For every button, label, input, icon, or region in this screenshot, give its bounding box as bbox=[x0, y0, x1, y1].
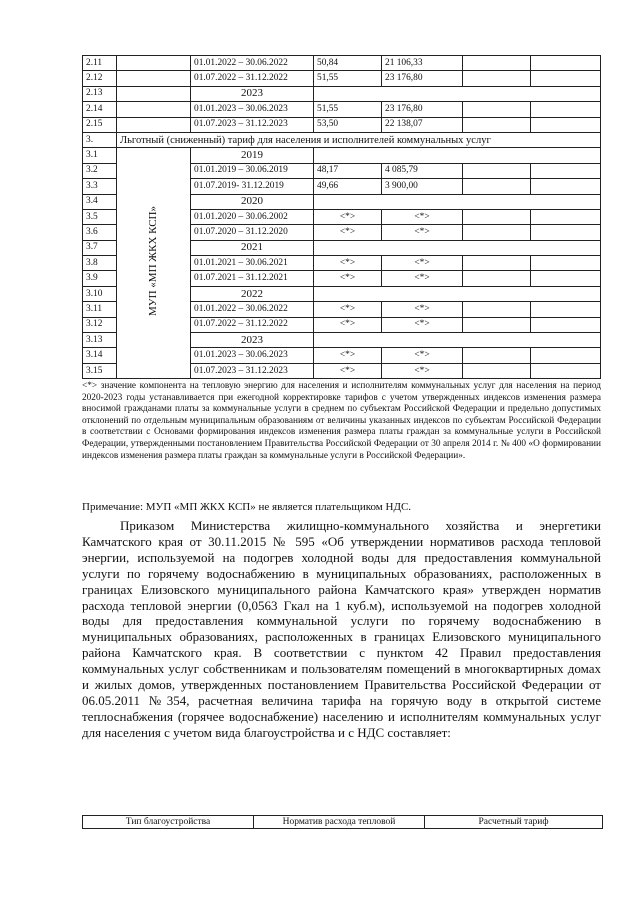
num-cell: 3.15 bbox=[83, 363, 117, 378]
c-cell: <*> bbox=[382, 302, 463, 317]
period-cell: 01.07.2022 – 31.12.2022 bbox=[191, 317, 314, 332]
cell bbox=[531, 317, 601, 332]
c-cell: <*> bbox=[314, 363, 382, 378]
year-cell: 2022 bbox=[191, 286, 314, 301]
cell bbox=[314, 148, 601, 163]
year-cell: 2023 bbox=[191, 333, 314, 348]
cell bbox=[117, 56, 191, 71]
c-cell: <*> bbox=[382, 271, 463, 286]
header-cell: Расчетный тариф bbox=[425, 816, 603, 829]
cell bbox=[531, 163, 601, 178]
cell bbox=[117, 117, 191, 132]
cell: 51,55 bbox=[314, 102, 382, 117]
c-cell: <*> bbox=[314, 225, 382, 240]
cell bbox=[531, 117, 601, 132]
cell: 50,84 bbox=[314, 56, 382, 71]
cell bbox=[463, 163, 531, 178]
cell bbox=[531, 209, 601, 224]
cell: 51,55 bbox=[314, 71, 382, 86]
cell bbox=[531, 256, 601, 271]
table-row bbox=[83, 71, 601, 86]
org-cell bbox=[117, 148, 191, 379]
num-cell: 3.13 bbox=[83, 333, 117, 348]
body-paragraph: Приказом Министерства жилищно-коммунального хозяйства и энергетики Камчатского края от 30.11.2015 № 595 «Об утверждении нормативов расхода тепловой энергии, используемой на подогрев холодной воды для предоставления коммунальной услуги по горячему водоснабжению в муниципальных образованиях, расположенных в границах Елизовского муниципального района Камчатского края» утвержден норматив расхода тепловой энергии (0,0563 Гкал на 1 куб.м), используемой на подогрев холодной воды для предоставления коммунальной услуги по горячему водоснабжению в муниципальных образованиях, расположенных в границах Елизовского муниципального района Камчатского края. В соответствии с пунктом 42 Правил предоставления коммунальных услуг собственникам и пользователям помещений в многоквартирных домах и жилых домов, утвержденных постановлением Правительства Российской Федерации от 06.05.2011 №354, расчетная величина тарифа на горячую воду в открытой системе теплоснабжения (горячее водоснабжение) населению и исполнителям коммунальных услуг для населения с учетом вида благоустройства и с НДС составляет: bbox=[82, 518, 601, 740]
num-cell: 3.4 bbox=[83, 194, 117, 209]
period-cell: 01.07.2022 – 31.12.2022 bbox=[191, 71, 314, 86]
table-row bbox=[83, 56, 601, 71]
cell bbox=[463, 102, 531, 117]
num-cell: 3.12 bbox=[83, 317, 117, 332]
c-cell: <*> bbox=[382, 317, 463, 332]
table-row bbox=[83, 148, 601, 163]
cell bbox=[314, 333, 601, 348]
table-row bbox=[83, 816, 603, 829]
period-cell: 01.01.2022 – 30.06.2022 bbox=[191, 56, 314, 71]
cell bbox=[531, 56, 601, 71]
cell bbox=[531, 71, 601, 86]
c-cell: <*> bbox=[382, 348, 463, 363]
table-row bbox=[83, 102, 601, 117]
num-cell: 3.3 bbox=[83, 179, 117, 194]
period-cell: 01.01.2023 – 30.06.2023 bbox=[191, 102, 314, 117]
cell bbox=[463, 363, 531, 378]
cell: 3 900,00 bbox=[382, 179, 463, 194]
note: Примечание: МУП «МП ЖКХ КСП» не является плательщиком НДС. bbox=[82, 501, 412, 513]
num-cell: 3.8 bbox=[83, 256, 117, 271]
num-cell: 3. bbox=[83, 132, 117, 147]
c-cell: <*> bbox=[314, 302, 382, 317]
year-cell: 2023 bbox=[191, 86, 314, 101]
cell bbox=[463, 56, 531, 71]
bottom-table-header bbox=[82, 815, 603, 829]
period-cell: 01.01.2022 – 30.06.2022 bbox=[191, 302, 314, 317]
period-cell: 01.01.2019 – 30.06.2019 bbox=[191, 163, 314, 178]
cell bbox=[463, 302, 531, 317]
cell: 53,50 bbox=[314, 117, 382, 132]
cell bbox=[117, 71, 191, 86]
period-cell: 01.07.2021 – 31.12.2021 bbox=[191, 271, 314, 286]
period-cell: 01.01.2021 – 30.06.2021 bbox=[191, 256, 314, 271]
year-cell: 2019 bbox=[191, 148, 314, 163]
header-cell: Норматив расхода тепловой bbox=[254, 816, 425, 829]
cell bbox=[463, 317, 531, 332]
cell: 23 176,80 bbox=[382, 102, 463, 117]
table-row bbox=[83, 117, 601, 132]
year-cell: 2021 bbox=[191, 240, 314, 255]
cell bbox=[463, 256, 531, 271]
cell bbox=[531, 363, 601, 378]
c-cell: <*> bbox=[382, 225, 463, 240]
c-cell: <*> bbox=[382, 363, 463, 378]
cell bbox=[117, 102, 191, 117]
num-cell: 3.14 bbox=[83, 348, 117, 363]
cell bbox=[531, 302, 601, 317]
num-cell: 3.11 bbox=[83, 302, 117, 317]
cell bbox=[531, 179, 601, 194]
year-cell: 2020 bbox=[191, 194, 314, 209]
cell bbox=[463, 117, 531, 132]
tariff-table bbox=[82, 55, 601, 379]
cell: 21 106,33 bbox=[382, 56, 463, 71]
cell: 22 138,07 bbox=[382, 117, 463, 132]
num-cell: 2.12 bbox=[83, 71, 117, 86]
num-cell: 3.9 bbox=[83, 271, 117, 286]
c-cell: <*> bbox=[314, 271, 382, 286]
num-cell: 3.5 bbox=[83, 209, 117, 224]
period-cell: 01.07.2023 – 31.12.2023 bbox=[191, 117, 314, 132]
cell bbox=[531, 271, 601, 286]
period-cell: 01.01.2023 – 30.06.2023 bbox=[191, 348, 314, 363]
table-row bbox=[83, 86, 601, 101]
c-cell: <*> bbox=[382, 256, 463, 271]
organization-name: МУП «МП ЖКХ КСП» bbox=[147, 205, 159, 316]
period-cell: 01.07.2020 – 31.12.2020 bbox=[191, 225, 314, 240]
period-cell: 01.07.2023 – 31.12.2023 bbox=[191, 363, 314, 378]
cell bbox=[531, 225, 601, 240]
c-cell: <*> bbox=[314, 256, 382, 271]
footnote: <*> значение компонента на тепловую энергию для населения и исполнителям коммунальных услуг для населения на период 2020-2023 годы устанавливается при ежегодной корректировке тарифов с учетом утвержденных индексов изменения размера вносимой гражданами платы за коммунальные услуги в среднем по субъектам Российской Федерации и предельно допустимых отклонений по отдельным муниципальным образованиям от величины указанных индексов по субъектам Российской Федерации в соответствии с Основами формирования индексов изменения размера платы граждан за коммунальные услуги в Российской Федерации, утвержденными постановлением Правительства Российской Федерации от 30 апреля 2014 г. № 400 «О формировании индексов изменения размера платы граждан за коммунальные услуги в Российской Федерации». bbox=[82, 381, 601, 461]
num-cell: 3.1 bbox=[83, 148, 117, 163]
cell bbox=[463, 225, 531, 240]
num-cell: 3.10 bbox=[83, 286, 117, 301]
num-cell: 2.15 bbox=[83, 117, 117, 132]
cell bbox=[314, 240, 601, 255]
cell bbox=[463, 71, 531, 86]
num-cell: 3.2 bbox=[83, 163, 117, 178]
body-text bbox=[82, 518, 601, 741]
c-cell: <*> bbox=[382, 209, 463, 224]
cell: 48,17 bbox=[314, 163, 382, 178]
cell: 49,66 bbox=[314, 179, 382, 194]
period-cell: 01.07.2019- 31.12.2019 bbox=[191, 179, 314, 194]
cell bbox=[531, 102, 601, 117]
c-cell: <*> bbox=[314, 348, 382, 363]
section-row bbox=[83, 132, 601, 147]
period-cell: 01.01.2020 – 30.06.2002 bbox=[191, 209, 314, 224]
c-cell: <*> bbox=[314, 209, 382, 224]
cell bbox=[463, 179, 531, 194]
cell bbox=[531, 348, 601, 363]
cell: 4 085,79 bbox=[382, 163, 463, 178]
header-cell: Тип благоустройства bbox=[83, 816, 254, 829]
section-cell: Льготный (сниженный) тариф для населения и исполнителей коммунальных услуг bbox=[117, 132, 601, 147]
num-cell: 3.7 bbox=[83, 240, 117, 255]
cell bbox=[314, 286, 601, 301]
num-cell: 2.14 bbox=[83, 102, 117, 117]
cell bbox=[463, 348, 531, 363]
c-cell: <*> bbox=[314, 317, 382, 332]
num-cell: 3.6 bbox=[83, 225, 117, 240]
cell bbox=[463, 271, 531, 286]
num-cell: 2.13 bbox=[83, 86, 117, 101]
cell bbox=[117, 86, 191, 101]
cell bbox=[314, 86, 601, 101]
num-cell: 2.11 bbox=[83, 56, 117, 71]
cell: 23 176,80 bbox=[382, 71, 463, 86]
cell bbox=[463, 209, 531, 224]
cell bbox=[314, 194, 601, 209]
